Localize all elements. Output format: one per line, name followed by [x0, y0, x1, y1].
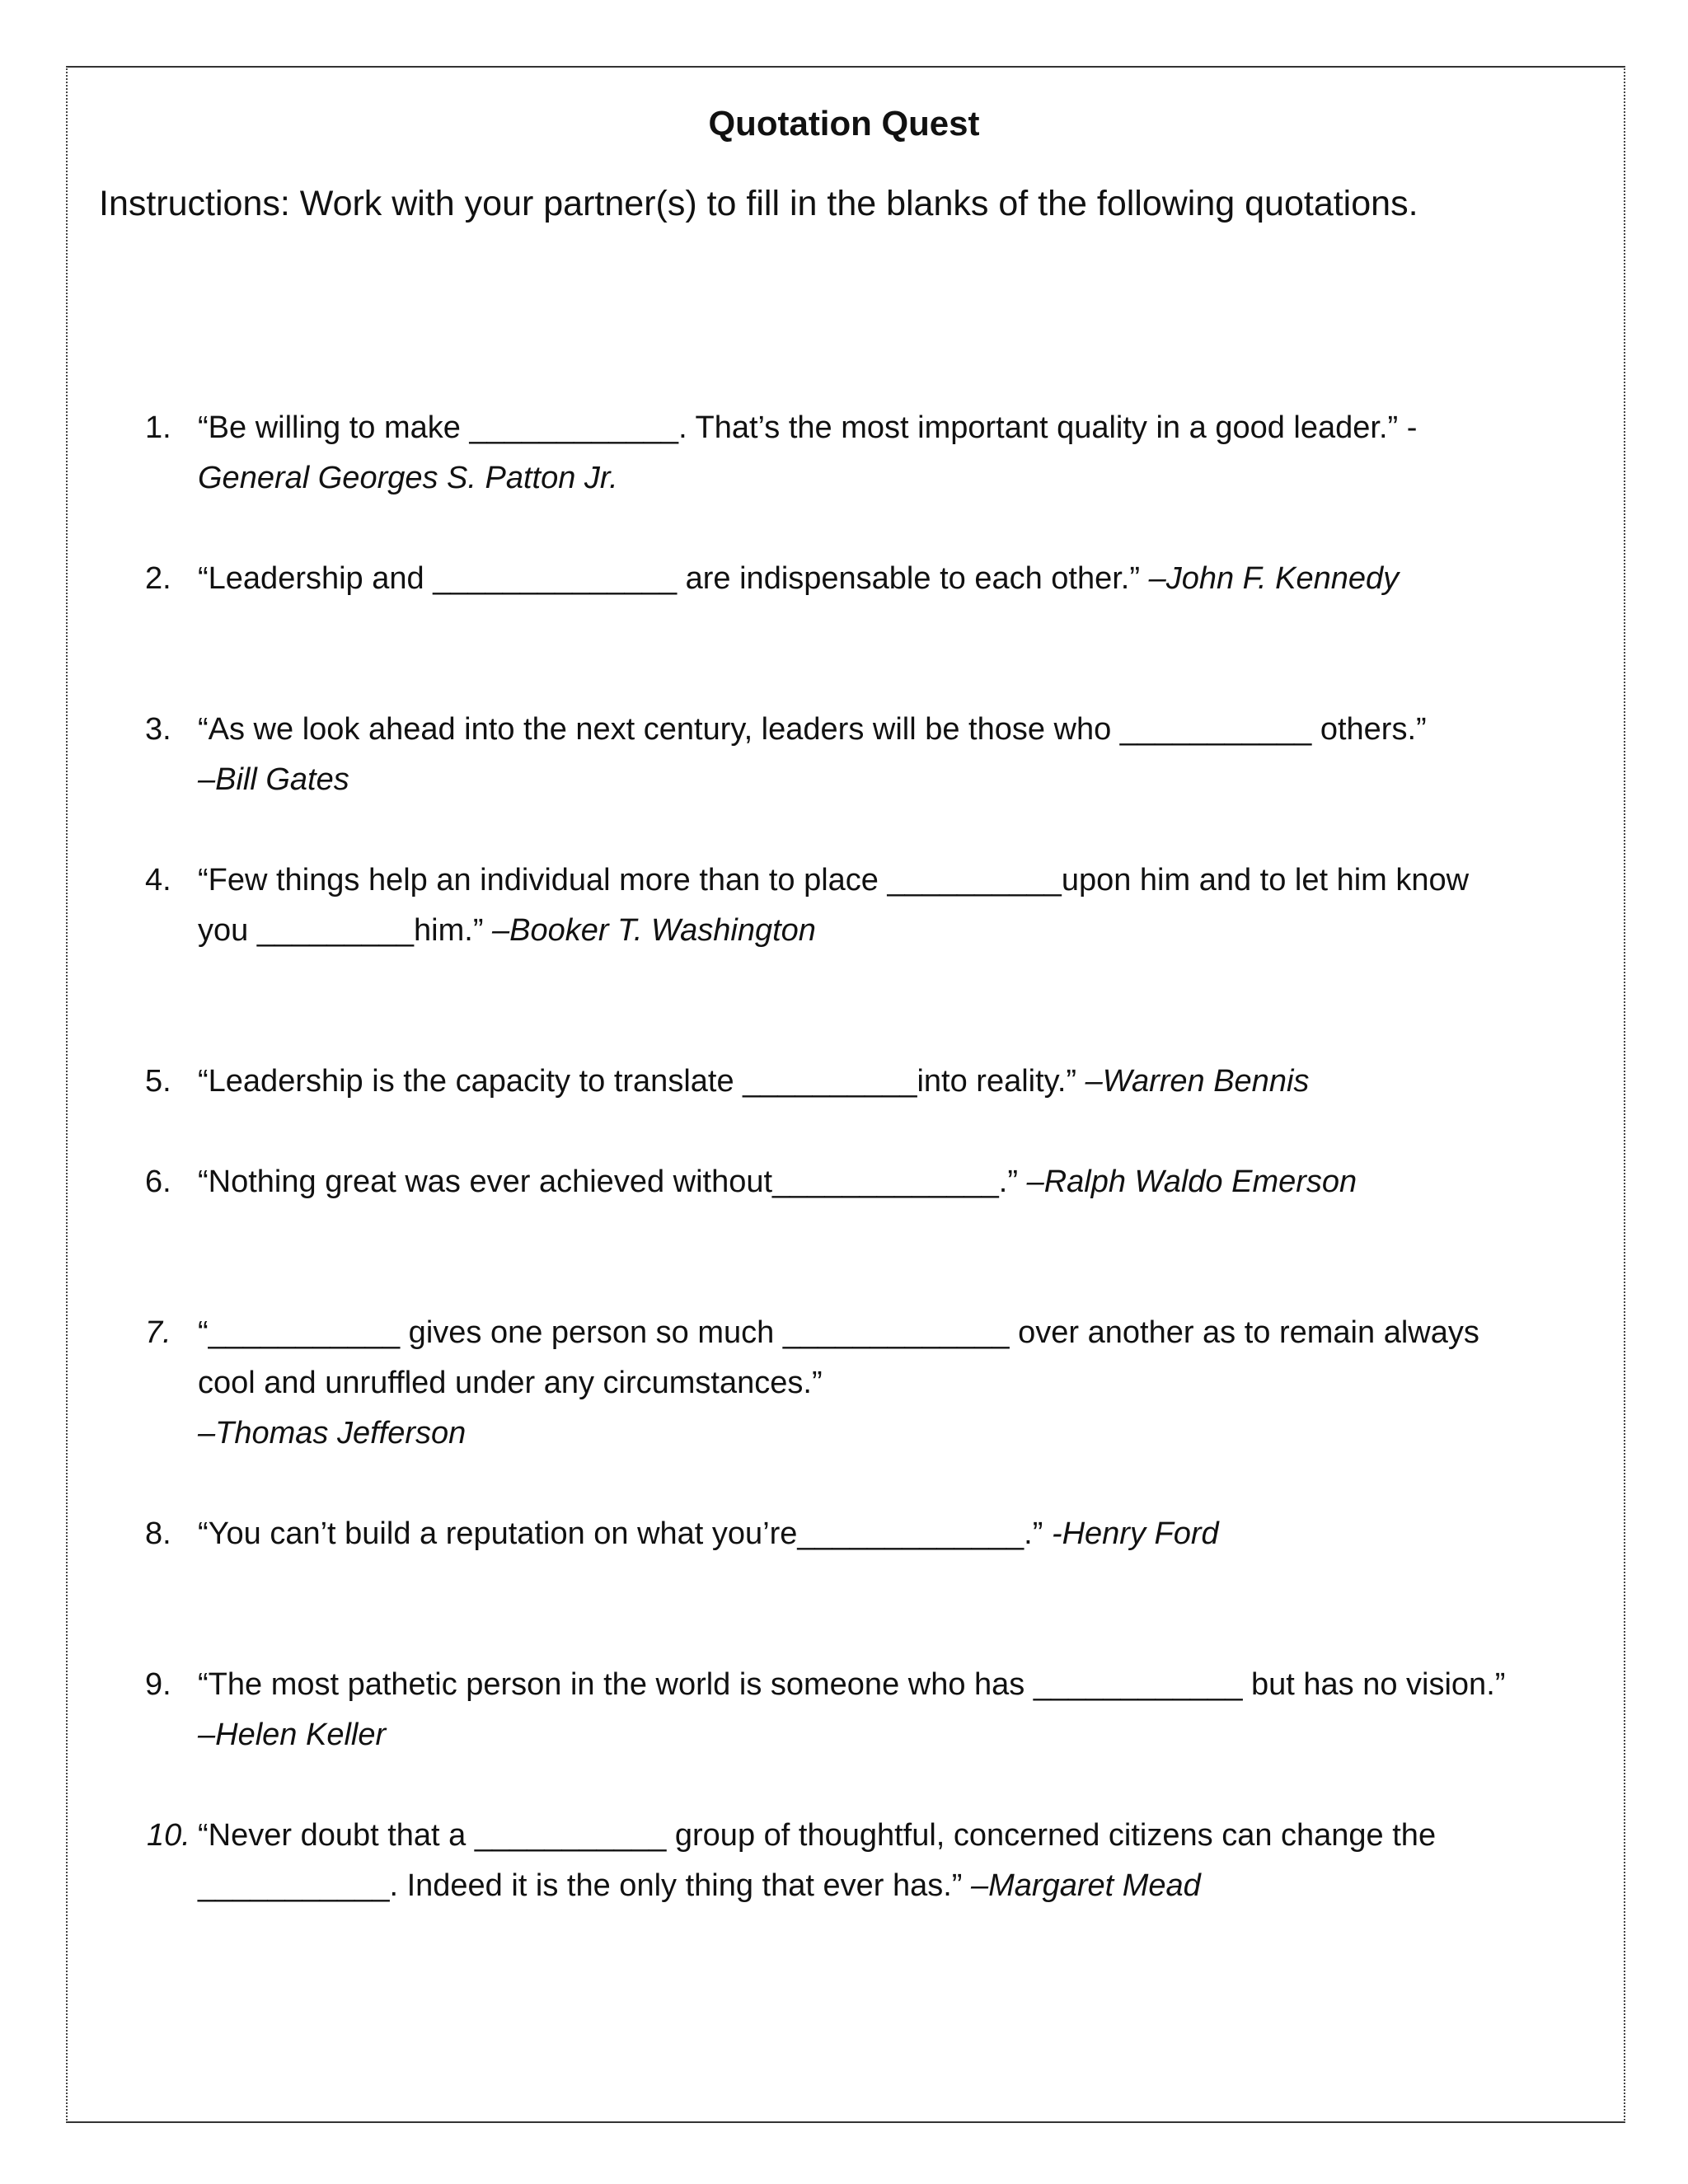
quote-number: 9.	[145, 1667, 171, 1702]
quote-text-continued: you _________him.”	[198, 913, 493, 948]
quote-number: 7.	[145, 1315, 171, 1350]
quote-text: “Leadership is the capacity to translate __________into reality.”	[198, 1064, 1085, 1099]
quote-line	[198, 1057, 1309, 1107]
quote-number: 4.	[145, 863, 171, 898]
quote-author: –John F. Kennedy	[1148, 561, 1400, 596]
quote-text: “Be willing to make ____________. That’s the most important quality in a good leader.” -	[198, 410, 1418, 445]
quote-line	[198, 554, 1399, 604]
quote-line	[198, 1861, 1201, 1911]
quote-author: –Warren Bennis	[1085, 1064, 1310, 1099]
quote-author: –Ralph Waldo Emerson	[1026, 1165, 1357, 1199]
quote-number: 1.	[145, 410, 171, 445]
quote-text: “Never doubt that a ___________ group of thoughtful, concerned citizens can change the	[198, 1818, 1437, 1853]
quote-number: 8.	[145, 1516, 171, 1551]
quote-line	[198, 1509, 1219, 1559]
quote-number: 5.	[145, 1064, 171, 1099]
quote-text: “Leadership and ______________ are indispensable to each other.”	[198, 561, 1149, 596]
quote-author: –Booker T. Washington	[492, 913, 816, 948]
quote-text: “You can’t build a reputation on what you’re_____________.”	[198, 1516, 1052, 1551]
quote-line	[198, 906, 816, 956]
quote-number: 2.	[145, 561, 171, 596]
quote-text: “Nothing great was ever achieved without_____________.”	[198, 1165, 1027, 1199]
quote-text: “___________ gives one person so much _____________ over another as to remain always	[198, 1315, 1479, 1350]
worksheet-title: Quotation Quest	[708, 104, 980, 143]
quote-text-continued: cool and unruffled under any circumstances.”	[198, 1366, 823, 1400]
quote-text: “The most pathetic person in the world is someone who has ____________ but has no vision.”	[198, 1667, 1506, 1702]
instructions-text: Instructions: Work with your partner(s) to fill in the blanks of the following quotations.	[99, 184, 1418, 223]
quote-author: –Helen Keller	[198, 1718, 387, 1752]
quote-number: 6.	[145, 1165, 171, 1199]
quote-text: “As we look ahead into the next century, leaders will be those who ___________ others.”	[198, 712, 1427, 747]
quote-line	[198, 1157, 1357, 1207]
quote-number: 10.	[147, 1818, 190, 1853]
quote-author: -Henry Ford	[1051, 1516, 1219, 1551]
quote-author: –Bill Gates	[198, 762, 349, 797]
quote-author: –Margaret Mead	[971, 1868, 1201, 1903]
quote-text-continued: ___________. Indeed it is the only thing that ever has.”	[198, 1868, 971, 1903]
quote-number: 3.	[145, 712, 171, 747]
quote-author: –Thomas Jefferson	[198, 1416, 467, 1451]
quote-author: General Georges S. Patton Jr.	[198, 461, 618, 495]
quote-text: “Few things help an individual more than to place __________upon him and to let him know	[198, 863, 1470, 898]
